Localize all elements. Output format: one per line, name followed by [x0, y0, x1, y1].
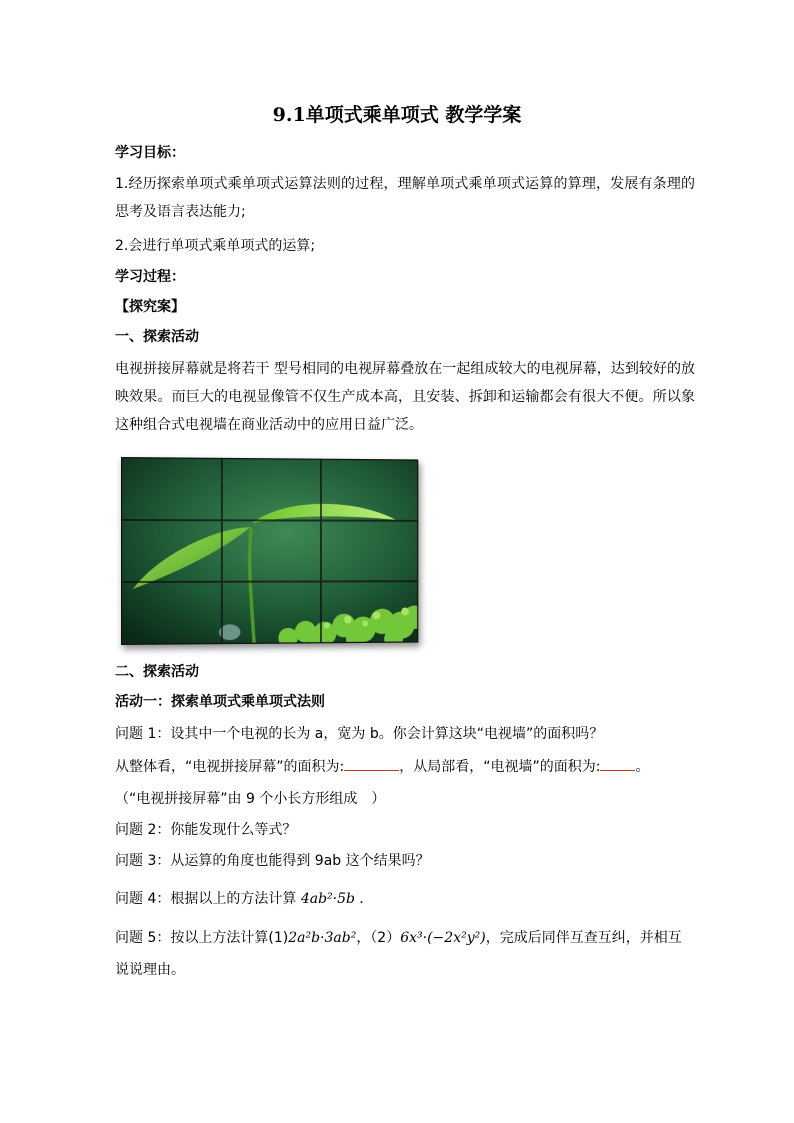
q4-prefix: 问题 4：根据以上的方法计算	[115, 891, 297, 907]
q5-expression-1: 2a²b·3ab²	[288, 930, 357, 946]
q5-prefix: 问题 5：按以上方法计算(1)	[115, 930, 289, 946]
section2-heading: 二、探索活动	[115, 664, 199, 680]
objective-item-2: 2.会进行单项式乘单项式的运算;	[115, 238, 316, 254]
q4-expression: 4ab²·5b	[300, 891, 355, 907]
page-title: 9.1单项式乘单项式 教学学案	[272, 104, 522, 126]
q5-expression-2: 6x³·(−2x²y²)	[400, 930, 486, 946]
question-4	[115, 889, 695, 909]
q1-period: 。	[635, 759, 650, 775]
objectives-heading: 学习目标：	[115, 145, 185, 161]
question-3: 问题 3：从运算的角度也能得到 9ab 这个结果吗？	[115, 853, 430, 869]
process-heading: 学习过程：	[115, 269, 185, 285]
question-5	[115, 928, 695, 948]
q4-suffix: ．	[359, 891, 374, 907]
answer-blank-whole[interactable]	[344, 758, 399, 771]
q5-mid: ，（2）	[356, 930, 401, 946]
q1-whole-text: 从整体看，“电视拼接屏幕”的面积为:	[115, 759, 345, 775]
question-1-answers	[115, 757, 695, 777]
question-1: 问题 1：设其中一个电视的长为 a，宽为 b。你会计算这块“电视墙”的面积吗？	[115, 726, 604, 742]
tv-wall-photo	[121, 457, 418, 645]
question-1-note: （“电视拼接屏幕”由 9 个小长方形组成 ）	[115, 791, 386, 807]
answer-blank-part[interactable]	[600, 758, 635, 771]
section1-paragraph: 电视拼接屏幕就是将若干 型号相同的电视屏幕叠放在一起组成较大的电视屏幕，达到较好的放映效果。而巨大的电视显像管不仅生产成本高，且安装、拆卸和运输都会有很大不便。所以象这种组合式电视墙在商业活动中的应用日益广泛。	[115, 361, 695, 433]
question-5-line-2: 说说理由。	[115, 962, 185, 978]
section1-heading: 一、探索活动	[115, 329, 199, 345]
case-heading: 【探究案】	[115, 299, 185, 315]
q1-part-text: ，从局部看，“电视墙”的面积为:	[399, 759, 601, 775]
q5-suffix: ，完成后同伴互查互纠，并相互	[485, 930, 682, 946]
objective-item-1: 1.经历探索单项式乘单项式运算法则的过程，理解单项式乘单项式运算的算理，发展有条理的思考及语言表达能力;	[115, 176, 695, 220]
activity1-heading: 活动一：探索单项式乘单项式法则	[115, 694, 325, 710]
question-2: 问题 2：你能发现什么等式？	[115, 822, 297, 838]
